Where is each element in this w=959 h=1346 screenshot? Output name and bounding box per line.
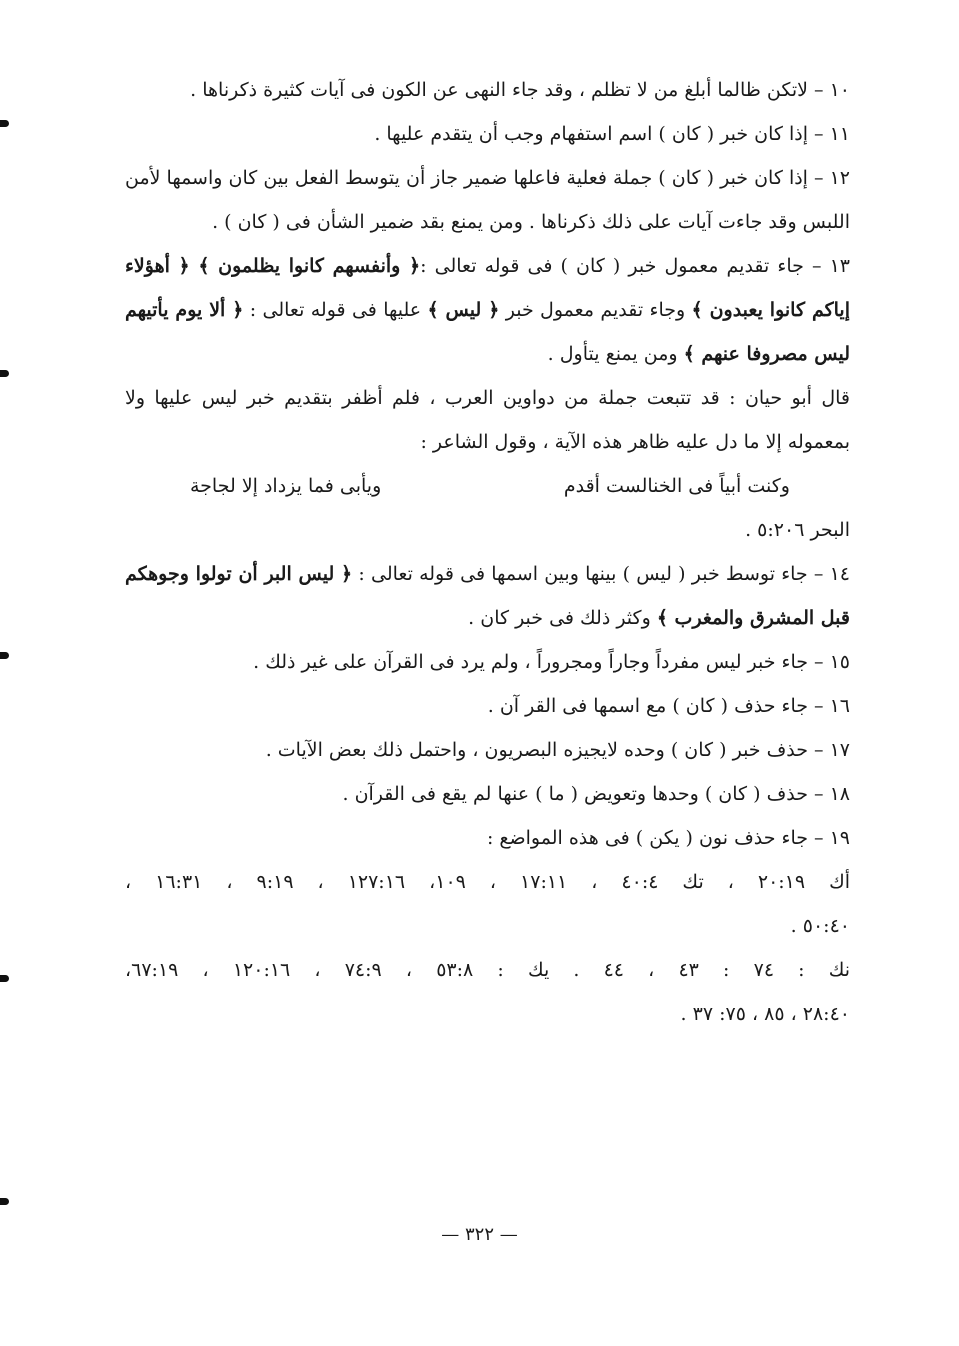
paragraph-13-text: وجاء تقديم معمول خبر	[499, 299, 692, 321]
paragraph-13	[125, 244, 850, 376]
paragraph-12: ١٢ – إذا كان خبر ( كان ) جملة فعلية فاعلها ضمير جاز أن يتوسط الفعل بين كان واسمها لأمن اللبس وقد جاءت آيات على ذلك ذكرناها . ومن يمنع بقد ضمير الشأن فى ( كان ) .	[125, 167, 850, 233]
paragraph-10: ١٠ – لاتكن ظالما أبلغ من لا تظلم ، وقد جاء النهى عن الكون فى آيات كثيرة ذكرناها .	[190, 79, 850, 101]
quran-quote: ﴿ وأنفسهم كانوا يظلمون ﴾ ﴿ أهؤلاء إياكم كانوا يعبدون ﴾	[125, 255, 850, 321]
paragraph-19: ١٩ – جاء حذف نون ( يكن ) فى هذه المواضع :	[486, 827, 850, 849]
references-line-2-end: ٢٨:٤٠ ، ٨٥ ، ٧٥: ٣٧ .	[680, 1003, 850, 1025]
paragraph-17: ١٧ – حذف خبر ( كان ) وحده لايجيزه البصريون ، واحتمل ذلك بعض الآيات .	[265, 739, 850, 761]
page-number: — ٣٢٢ —	[441, 1224, 518, 1245]
paragraph-13-text: ومن يمنع يتأول .	[547, 343, 684, 365]
verse-first-half: ويأبى فما يزداد إلا لجاجة	[190, 475, 382, 497]
scan-edge-mark	[0, 1198, 9, 1205]
poetry-verse	[125, 464, 850, 508]
references-line-2: نك : ٧٤ : ٤٣ ، ٤٤ . يك : ٥٣:٨ ، ٧٤:٩ ، ١٢٠:١٦ ، ٦٧:١٩،	[125, 959, 851, 981]
paragraph-18: ١٨ – حذف ( كان ) وحدها وتعويض ( ما ) عنها لم يقع فى القرآن .	[342, 783, 850, 805]
paragraph-14-text: وكثر ذلك فى خبر كان .	[468, 607, 657, 629]
verse-second-half: وكنت أبياً فى الخنالست أقدم	[563, 475, 790, 497]
paragraph-13-intro: ١٣ – جاء تقديم معمول خبر ( كان ) فى قوله تعالى :	[420, 255, 850, 277]
references-line-1-end: ٥٠:٤٠ .	[790, 915, 850, 937]
quran-quote: ﴿ ليس ﴾	[427, 299, 500, 321]
meter-reference: البحر ٥:٢٠٦ .	[745, 519, 850, 541]
references-line-1: أك ٢٠:١٩ ، تك ٤٠:٤ ، ١٧:١١ ، ١٠٩، ١٢٧:١٦ ، ٩:١٩ ، ١٦:٣١ ،	[125, 871, 851, 893]
scan-edge-mark	[0, 975, 9, 982]
scan-edge-mark	[0, 370, 9, 377]
scan-edge-mark	[0, 652, 9, 659]
paragraph-14	[125, 552, 850, 640]
paragraph-15: ١٥ – جاء خبر ليس مفرداً وجاراً ومجروراً ، ولم يرد فى القرآن على غير ذلك .	[253, 651, 850, 673]
paragraph-16: ١٦ – جاء حذف ( كان ) مع اسمها فى القر آن .	[487, 695, 850, 717]
scan-edge-mark	[0, 120, 9, 127]
quran-quote: ﴿ ألا يوم يأتيهم ليس مصروفا عنهم ﴾	[125, 299, 850, 365]
quran-quote: ﴿ ليس البر أن تولوا وجوهكم قبل المشرق والمغرب ﴾	[125, 563, 850, 629]
body-text	[125, 68, 850, 1036]
paragraph-11: ١١ – إذا كان خبر ( كان ) اسم استفهام وجب أن يتقدم عليها .	[374, 123, 850, 145]
paragraph-13-text: عليها فى قوله تعالى :	[243, 299, 428, 321]
paragraph-14-intro: ١٤ – جاء توسط خبر ( ليس ) بينها وبين اسمها فى قوله تعالى :	[352, 563, 850, 585]
abu-hayyan-quote: قال أبو حيان : قد تتبعت جملة من دواوين العرب ، فلم أظفر بتقديم خبر ليس عليها ولا بمعموله إلا ما دل عليه ظاهر هذه الآية ، وقول الشاعر :	[125, 387, 850, 453]
